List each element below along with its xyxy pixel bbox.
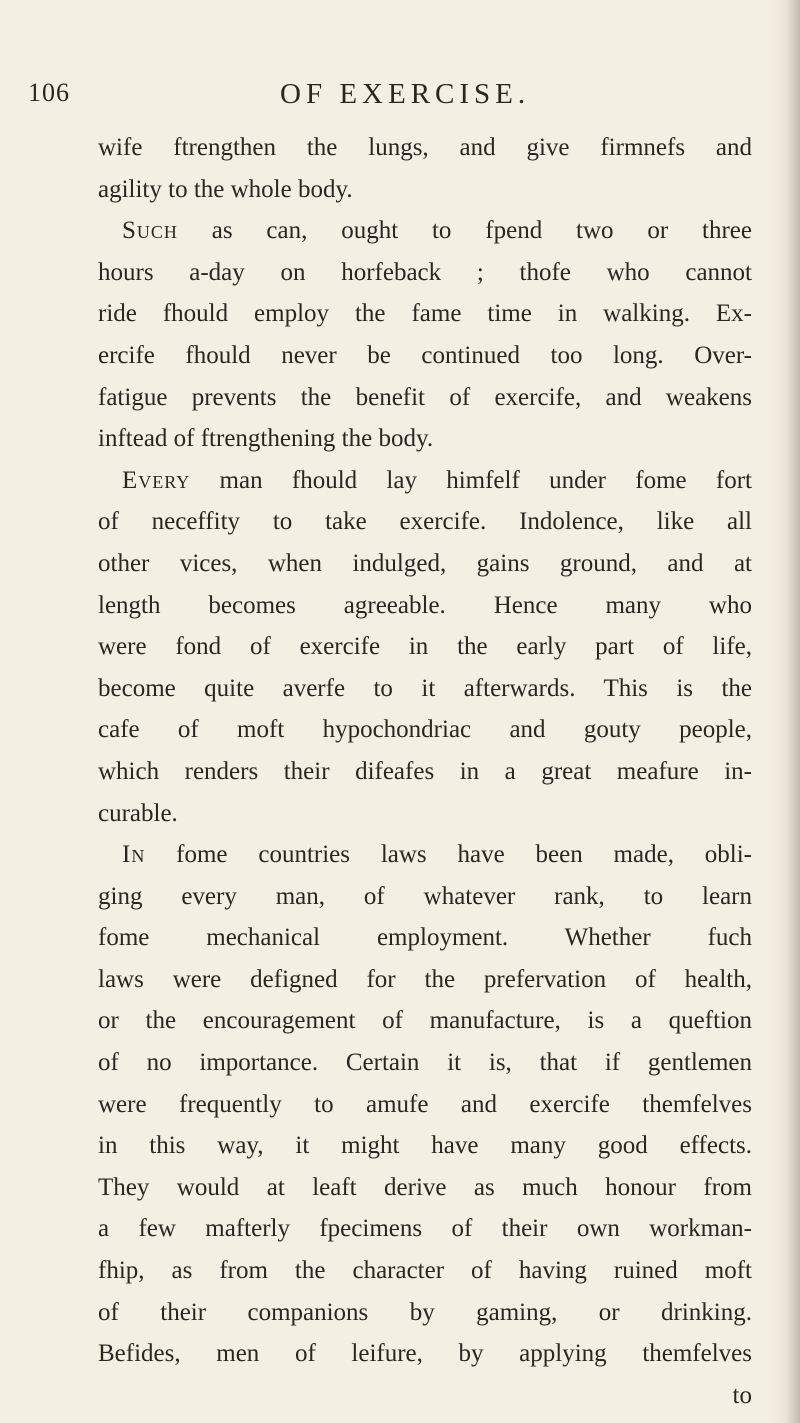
text-line: of neceffity to take exercife. Indolence, like all xyxy=(98,508,752,536)
text-line xyxy=(98,834,752,876)
text-line: a few mafterly fpecimens of their own workman- xyxy=(98,1215,752,1243)
text-line: cafe of moft hypochondriac and gouty people, xyxy=(98,716,752,744)
text-line: which renders their difeafes in a great meafure in- xyxy=(98,757,752,785)
text-line xyxy=(98,460,752,502)
text-line: were fond of exercife in the early part of life, xyxy=(98,633,752,661)
text-line: ercife fhould never be continued too long. Over- xyxy=(98,341,752,369)
text-line: They would at leaft derive as much honour from xyxy=(98,1173,752,1201)
text-line: in this way, it might have many good effects. xyxy=(98,1132,752,1160)
text-line: length becomes agreeable. Hence many who xyxy=(98,591,752,619)
paragraph xyxy=(98,210,752,460)
text-line: of no importance. Certain it is, that if gentlemen xyxy=(98,1049,752,1077)
text-line xyxy=(98,210,752,252)
line-text: as can, ought to fpend two or three xyxy=(177,217,752,245)
text-line: ging every man, of whatever rank, to learn xyxy=(98,882,752,910)
paragraph xyxy=(98,127,752,210)
page-header xyxy=(0,78,800,118)
text-line: Befides, men of leifure, by applying themfelves xyxy=(98,1340,752,1368)
paragraph-lead: Every xyxy=(122,466,191,494)
text-line: were frequently to amufe and exercife themfelves xyxy=(98,1090,752,1118)
paragraph xyxy=(98,460,752,834)
paragraph xyxy=(98,834,752,1375)
body-text xyxy=(98,127,752,1416)
catchword: to xyxy=(732,1381,752,1409)
text-line: wife ftrengthen the lungs, and give firmnefs and xyxy=(98,134,752,161)
text-line: ride fhould employ the fame time in walking. Ex- xyxy=(98,300,752,328)
text-line: fome mechanical employment. Whether fuch xyxy=(98,924,752,952)
line-text: fome countries laws have been made, obli- xyxy=(145,841,752,869)
text-line: hours a-day on horfeback ; thofe who cannot xyxy=(98,258,752,286)
text-line: curable. xyxy=(98,799,178,827)
text-line: fatigue prevents the benefit of exercife, and weakens xyxy=(98,383,752,411)
text-line: fhip, as from the character of having ruined moft xyxy=(98,1257,752,1285)
text-line: of their companions by gaming, or drinking. xyxy=(98,1298,752,1326)
text-line: inftead of ftrengthening the body. xyxy=(98,425,434,453)
line-text: man fhould lay himfelf under fome fort xyxy=(190,466,752,494)
text-line: become quite averfe to it afterwards. This is the xyxy=(98,674,752,702)
text-line: laws were defigned for the prefervation of health, xyxy=(98,965,752,993)
paragraph-lead: Such xyxy=(122,217,178,245)
text-line: other vices, when indulged, gains ground, and at xyxy=(98,549,752,577)
running-head: OF EXERCISE. xyxy=(280,78,531,110)
text-line: agility to the whole body. xyxy=(98,175,353,203)
page-number: 106 xyxy=(28,78,70,107)
text-line: or the encouragement of manufacture, is a queftion xyxy=(98,1007,752,1035)
paragraph-lead: In xyxy=(122,841,146,869)
page-edge-shadow xyxy=(786,0,800,1423)
